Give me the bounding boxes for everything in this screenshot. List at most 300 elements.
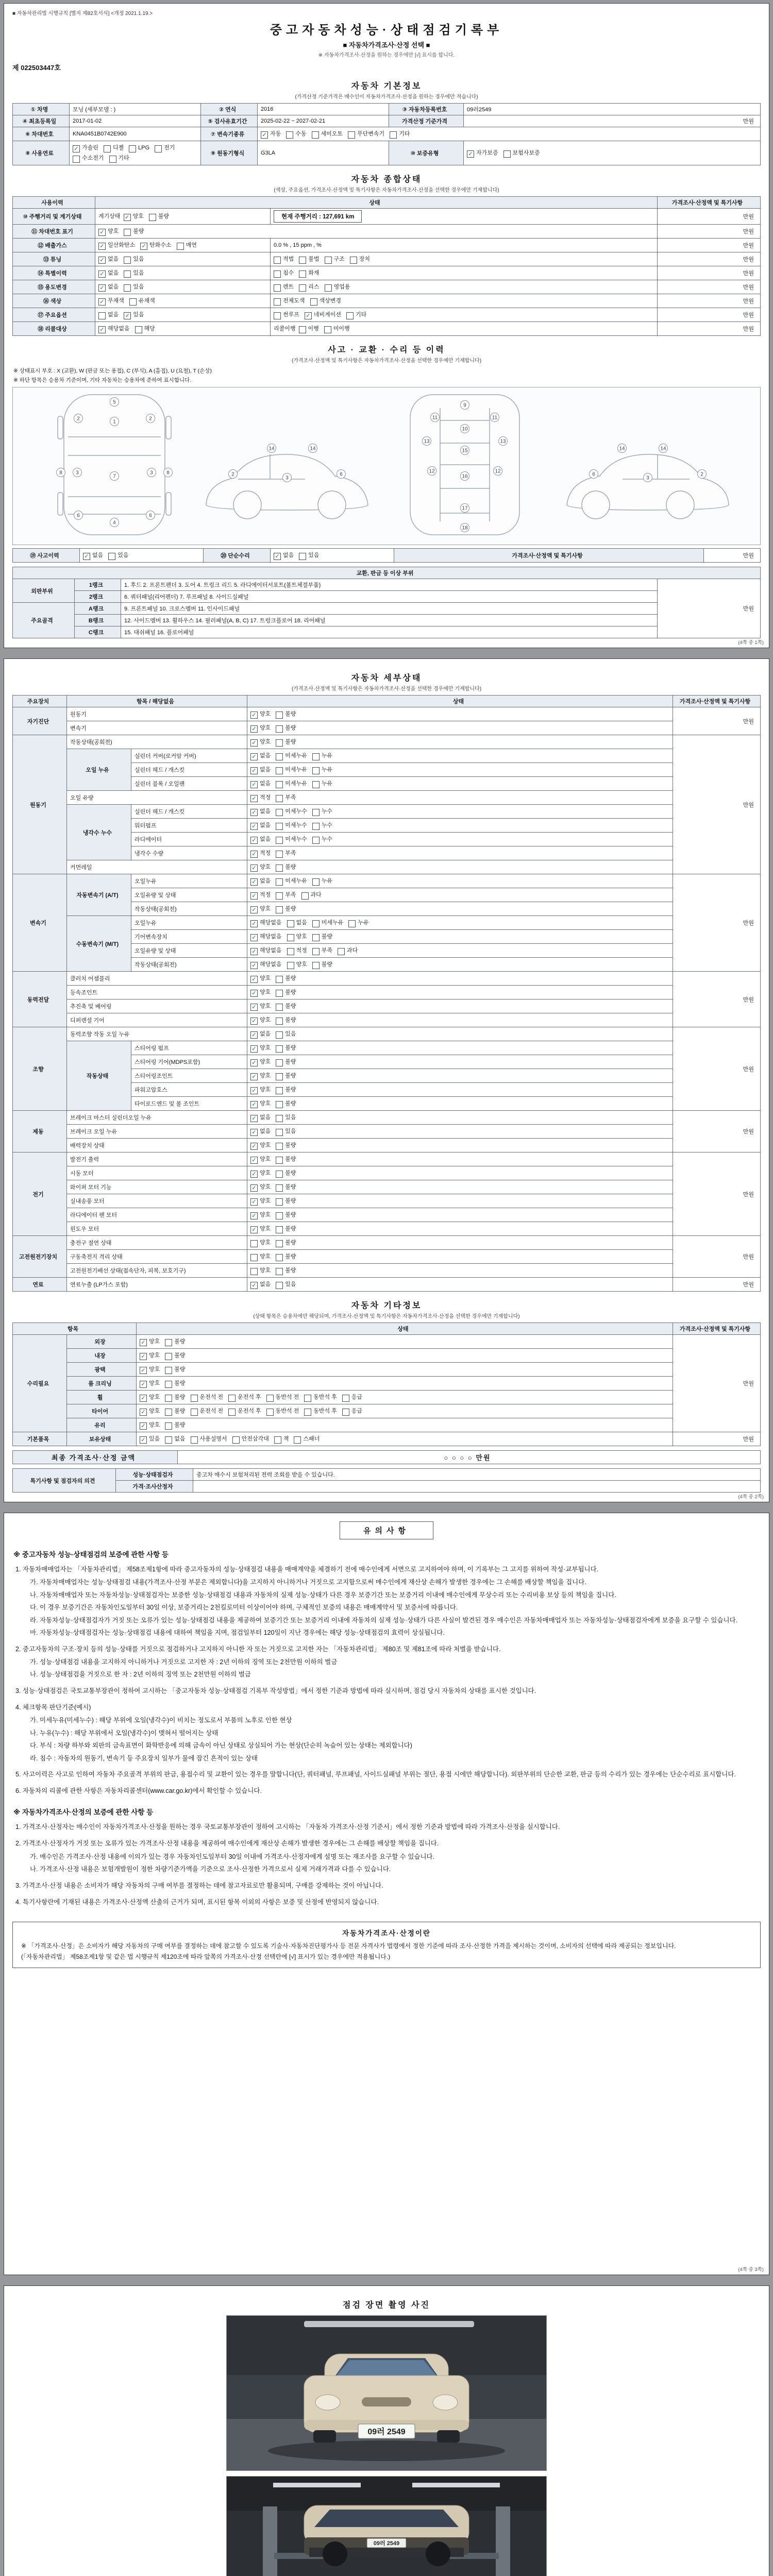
- damage-code-note: ※ 하단 항목은 승용차 기준이며, 기타 자동차는 승용차에 준하여 표시합니다.: [13, 377, 192, 383]
- checkbox-unchecked: 있음: [108, 551, 128, 560]
- svg-text:3: 3: [646, 475, 649, 481]
- value-cell: 워터펌프: [131, 819, 247, 833]
- value-cell: [247, 1069, 673, 1083]
- checkbox-unchecked: 기타: [346, 310, 366, 319]
- ceiling-light: [412, 2483, 500, 2487]
- label-cell: 외장: [67, 1335, 137, 1349]
- checkbox-unchecked: LPG: [129, 145, 149, 152]
- checkbox-checked: ✓ 해당없음: [250, 960, 282, 969]
- checkbox-unchecked: 양호: [250, 1238, 271, 1247]
- checkbox-checked: ✓ 양호: [98, 227, 119, 236]
- value-cell: [247, 1125, 673, 1139]
- checkbox-checked: ✓ 양호: [250, 1168, 271, 1178]
- notice-heading: ※ 중고자동차 성능·상태점검의 보증에 관한 사항 등: [13, 1551, 169, 1558]
- inspection-photo-front: [226, 2315, 547, 2471]
- checkbox-checked: ✓ 없음: [250, 1127, 271, 1136]
- checkbox-checked: ✓ 없음: [250, 779, 271, 788]
- checkbox-unchecked: 장치: [350, 255, 370, 264]
- checkbox-unchecked: 색상변경: [310, 296, 342, 306]
- checkbox-checked: ✓ 양호: [250, 1210, 271, 1219]
- value-cell: [247, 1083, 673, 1097]
- checkbox-unchecked: 미세누유: [312, 918, 344, 927]
- etc-info-title: 자동차 기타정보: [351, 1301, 422, 1310]
- checkbox-unchecked: 화재: [299, 268, 319, 278]
- svg-text:2: 2: [700, 471, 703, 478]
- value-cell: [137, 1418, 673, 1432]
- checkbox-checked: ✓ 없음: [250, 751, 271, 760]
- value-cell: 만원: [704, 549, 761, 563]
- value-cell: 만원: [673, 972, 761, 1027]
- checkbox-checked: ✓ 자동: [261, 129, 281, 139]
- checkbox-unchecked: 불량: [276, 1196, 296, 1206]
- first-registration-date: 2017-01-02: [70, 115, 201, 127]
- value-cell: 만원: [658, 308, 761, 322]
- checkbox-checked: ✓ 없음: [98, 268, 119, 278]
- value-cell: 6. 쿼터패널(리어펜더) 7. 루프패널 8. 사이드실패널: [121, 591, 658, 603]
- notice-paragraph: 4. 특기사항란에 기재된 내용은 가격조사·산정액 산출의 근거가 되며, 표시된 항목 이외의 사항은 보증 및 산정에 반영되지 않습니다.: [15, 1898, 379, 1906]
- value-cell: [247, 1208, 673, 1222]
- checkbox-unchecked: 불량: [276, 988, 296, 997]
- notice-paragraph: 마. 자동차성능·상태점검자는 성능·상태점검 내용에 대하여 책임을 지며, 점검일부터 120일이 지난 경우에는 해당 성능·상태점검의 효력이 상실됩니다.: [30, 1629, 445, 1637]
- checkbox-unchecked: 적정: [287, 946, 307, 955]
- label-cell: 성능·상태점검자: [116, 1469, 193, 1481]
- checkbox-unchecked: 불법: [299, 255, 319, 264]
- label-cell: 수동변속기 (M/T): [67, 916, 131, 972]
- svg-text:5: 5: [113, 399, 116, 405]
- value-cell: [247, 888, 673, 902]
- checkbox-checked: ✓ 양호: [140, 1406, 160, 1416]
- value-cell: [271, 252, 658, 266]
- value-cell: 15. 대쉬패널 16. 플로어패널: [121, 626, 658, 638]
- value-cell: 만원: [658, 266, 761, 280]
- notice-paragraph: 2. 가격조사·산정자가 거짓 또는 오류가 있는 가격조사·산정 내용을 제공하여 매수인에게 재산상 손해가 발생한 경우에는 그 손해를 배상할 책임을 집니다.: [15, 1840, 439, 1848]
- final-price-label: 최종 가격조사·산정 금액: [13, 1451, 178, 1464]
- checkbox-unchecked: 불량: [124, 227, 144, 236]
- value-cell: [271, 308, 658, 322]
- checkbox-checked: ✓ 없음: [250, 1280, 271, 1289]
- checkbox-unchecked: 불량: [312, 932, 332, 941]
- value-cell: [247, 972, 673, 986]
- detail-state-note: (가격조사·산정액 및 특기사항은 자동차가격조사·산정을 선택한 경우에만 기재합니다): [291, 686, 482, 692]
- value-cell: [247, 707, 673, 721]
- svg-text:2: 2: [77, 416, 80, 422]
- label-cell: 2랭크: [75, 591, 121, 603]
- checkbox-checked: ✓ 양호: [250, 1155, 271, 1164]
- label-cell: 상태: [95, 197, 658, 209]
- value-cell: 클러치 어셈블리: [67, 972, 247, 986]
- checkbox-checked: ✓ 양호: [250, 1085, 271, 1094]
- label-cell: 수리필요: [13, 1335, 67, 1432]
- checkbox-unchecked: 불량: [276, 1057, 296, 1066]
- label-cell: 원동기: [13, 735, 67, 874]
- value-cell: [137, 1377, 673, 1391]
- checkbox-checked: ✓ 양호: [250, 988, 271, 997]
- notice-paragraph: 5. 사고이력은 사고로 인하여 자동차 주요골격 부위의 판금, 용접수리 및 교환이 있는 경우를 말합니다(단, 쿼터패널, 루프패널, 사이드실패널 부위는 절단, 용접 시에만 해당합니다). 외판부위의 단순한 교환, 판금 등의 수리가 있는 경우에는 단순수리로 표시합니다.: [15, 1771, 736, 1778]
- checkbox-unchecked: 썬루프: [274, 310, 299, 319]
- value-cell: 브레이크 오일 누유: [67, 1125, 247, 1139]
- notice-paragraph: 나. 성능·상태점검을 거짓으로 한 자 : 2년 이하의 징역 또는 2천만원 이하의 벌금: [30, 1671, 251, 1679]
- headlight-left: [315, 2395, 340, 2410]
- label-cell: ⑭ 특별이력: [13, 266, 95, 280]
- label-cell: 상태: [247, 696, 673, 707]
- document-page: [0, 3, 773, 2576]
- notice-paragraph: 다. 이 경우 보증기간은 자동차인도일부터 30일 이상, 보증거리는 2천킬로미터 이상이어야 하며, 구체적인 보증의 내용은 매매계약서 및 보증서에 따릅니다.: [30, 1604, 458, 1612]
- checkbox-unchecked: 불량: [276, 862, 296, 872]
- checkbox-checked: ✓ 없음: [250, 1113, 271, 1122]
- windshield-glare: [335, 2360, 438, 2378]
- label-cell: ⑳ 단순수리: [204, 549, 271, 563]
- checkbox-unchecked: 불량: [276, 904, 296, 913]
- overall-state-title: 자동차 종합상태: [351, 175, 422, 184]
- basic-info-title: 자동차 기본정보: [351, 82, 422, 91]
- checkbox-checked: ✓ 무채색: [98, 296, 124, 306]
- label-cell: 조향: [13, 1027, 67, 1111]
- label-cell: ⑥ 차대번호: [13, 127, 70, 141]
- field-label-car-name: ① 차명: [13, 104, 70, 115]
- basic-info-note: (가격산정 기준가격은 매수인이 자동차가격조사·산정을 원하는 경우에만 적습니다): [295, 94, 478, 100]
- checkbox-checked: ✓ 양호: [250, 1071, 271, 1080]
- value-cell: [95, 266, 271, 280]
- label-cell: 연료: [13, 1278, 67, 1292]
- checkbox-checked: ✓ 양호: [140, 1365, 160, 1374]
- checkbox-unchecked: 기타: [109, 154, 129, 163]
- checkbox-checked: ✓ 양호: [140, 1351, 160, 1360]
- label-cell: 항목: [13, 1323, 137, 1335]
- checkbox-unchecked: 디젤: [104, 143, 124, 152]
- checkbox-unchecked: 있음: [124, 255, 144, 264]
- label-cell: 휠: [67, 1391, 137, 1404]
- checkbox-unchecked: 매연: [177, 241, 197, 250]
- value-cell: [247, 930, 673, 944]
- checkbox-checked: ✓ 양호: [250, 904, 271, 913]
- checkbox-checked: ✓ 양호: [250, 1002, 271, 1011]
- wheel: [323, 2541, 347, 2566]
- value-cell: [247, 749, 673, 763]
- checkbox-unchecked: 구조: [325, 255, 345, 264]
- checkbox-unchecked: 양호: [287, 960, 307, 969]
- checkbox-unchecked: 불량: [276, 1224, 296, 1233]
- value-cell: [95, 280, 271, 294]
- label-cell: 상태: [137, 1323, 673, 1335]
- svg-text:14: 14: [660, 446, 666, 452]
- checkbox-checked: ✓ 해당없음: [250, 918, 282, 927]
- value-cell: 9. 프론트패널 10. 크로스멤버 11. 인사이드패널: [121, 603, 658, 615]
- value-cell: [247, 1097, 673, 1111]
- label-cell: ⑱ 리콜대상: [13, 322, 95, 336]
- svg-text:13: 13: [500, 438, 506, 445]
- checkbox-unchecked: 양호: [250, 1252, 271, 1261]
- value-cell: 만원: [673, 1111, 761, 1153]
- checkbox-unchecked: 불량: [276, 1238, 296, 1247]
- value-cell: 만원: [658, 294, 761, 308]
- value-cell: 만원: [658, 239, 761, 252]
- value-cell: [247, 1236, 673, 1250]
- value-cell: 오일누유: [131, 874, 247, 888]
- label-cell: ③ 자동차등록번호: [389, 104, 464, 115]
- svg-text:4: 4: [113, 520, 116, 526]
- checkbox-checked: ✓ 없음: [250, 876, 271, 886]
- svg-text:11: 11: [492, 415, 498, 421]
- license-plate-text: 09러 2549: [373, 2540, 400, 2547]
- checkbox-checked: ✓ 탄화수소: [140, 241, 172, 250]
- svg-text:12: 12: [429, 468, 435, 474]
- checkbox-checked: ✓ 있음: [140, 1434, 160, 1444]
- label-cell: 자동변속기 (A/T): [67, 874, 131, 916]
- value-cell: [247, 721, 673, 735]
- checkbox-unchecked: 누유: [312, 751, 332, 760]
- value-cell: [247, 874, 673, 888]
- checkbox-unchecked: 불량: [165, 1365, 185, 1374]
- label-cell: 주요장치: [13, 696, 67, 707]
- checkbox-checked: ✓ 해당없음: [250, 932, 282, 941]
- checkbox-unchecked: 침수: [274, 268, 294, 278]
- headlight-right: [433, 2395, 458, 2410]
- label-cell: 자기진단: [13, 707, 67, 735]
- checkbox-unchecked: 사용설명서: [191, 1434, 227, 1444]
- final-price-value: ○ ○ ○ ○ 만원: [178, 1451, 761, 1464]
- label-cell: 기본품목: [13, 1432, 67, 1446]
- checkbox-unchecked: 없음: [165, 1434, 185, 1444]
- checkbox-unchecked: 보험사보증: [503, 148, 540, 158]
- checkbox-unchecked: 있음: [299, 551, 319, 560]
- value-cell: [271, 294, 658, 308]
- label-cell: 가격조사·산정액 및 특기사항: [394, 549, 704, 563]
- value-cell: 실린더 헤드 / 개스킷: [131, 805, 247, 819]
- checkbox-unchecked: 잭: [274, 1434, 289, 1444]
- page-2: [4, 658, 769, 1502]
- checkbox-unchecked: 없음: [98, 310, 119, 319]
- label-cell: ⑤ 검사유효기간: [201, 115, 258, 127]
- checkbox-checked: ✓ 해당없음: [250, 946, 282, 955]
- value-cell: 만원: [673, 1335, 761, 1432]
- checkbox-unchecked: 불량: [165, 1406, 185, 1416]
- value-cell: 파워고압호스: [131, 1083, 247, 1097]
- value-cell: 리콜이행 이행 미이행: [271, 322, 658, 336]
- checkbox-checked: ✓ 양호: [250, 1196, 271, 1206]
- label-cell: 외판부위: [13, 579, 75, 603]
- checkbox-checked: ✓ 양호: [250, 1015, 271, 1025]
- notice-paragraph: 나. 누유(누수) : 해당 부위에서 오일(냉각수)이 맺혀서 떨어지는 상태: [30, 1729, 219, 1737]
- checkbox-unchecked: 미세누유: [276, 779, 307, 788]
- value-cell: [271, 266, 658, 280]
- label-cell: ⑦ 변속기종류: [201, 127, 258, 141]
- checkbox-unchecked: 불량: [276, 737, 296, 747]
- form-reference-note: ■ 자동차관리법 시행규칙 [별지 제82호서식] <개정 2021.1.19.>: [12, 11, 153, 16]
- value-cell: [80, 549, 204, 563]
- checkbox-checked: ✓ 일산화탄소: [98, 241, 135, 250]
- svg-text:11: 11: [432, 415, 438, 421]
- info-box-title: 자동차가격조사·산정이란: [342, 1929, 431, 1937]
- label-cell: 가격조사·산정액 및 특기사항: [658, 197, 761, 209]
- checkbox-unchecked: 미이행: [324, 324, 350, 333]
- notice-paragraph: 라. 침수 : 자동차의 원동기, 변속기 등 주요장치 일부가 물에 잠긴 흔적이 있는 상태: [30, 1754, 258, 1762]
- checkbox-checked: ✓ 적정: [250, 849, 271, 858]
- accident-history-title: 사고 · 교환 · 수리 등 이력: [328, 346, 445, 354]
- checkbox-unchecked: 스패너: [294, 1434, 320, 1444]
- checkbox-unchecked: 적법: [274, 255, 294, 264]
- value-cell: 작동상태(공회전): [131, 958, 247, 972]
- value-cell: [247, 833, 673, 846]
- label-cell: ④ 최초등록일: [13, 115, 70, 127]
- notice-paragraph: 4. 체크항목 판단기준(예시): [15, 1703, 91, 1711]
- checkbox-unchecked: 불량: [276, 974, 296, 983]
- notice-paragraph: 가. 자동차매매업자는 성능·상태점검 내용(가격조사·산정 부분은 제외합니다)을 고지하지 아니하거나 거짓으로 고지함으로써 매수인에게 재산상 손해가 발생한 경우에는 그 손해를 배상할 책임을 집니다.: [30, 1579, 586, 1586]
- registration-number-value: 09러2549: [464, 104, 761, 115]
- checkbox-unchecked: 미세누유: [276, 751, 307, 760]
- label-cell: ⑩ 보증유형: [389, 141, 464, 165]
- checkbox-unchecked: 불량: [276, 1071, 296, 1080]
- checkbox-unchecked: 있음: [276, 1113, 296, 1122]
- value-cell: [247, 1166, 673, 1180]
- page-1: [4, 3, 769, 648]
- label-cell: 가격조사·산정액 및 특기사항: [673, 1323, 761, 1335]
- ceiling-light: [304, 2321, 474, 2327]
- value-cell: 만원: [673, 1236, 761, 1278]
- checkbox-unchecked: 불량: [276, 1266, 296, 1275]
- label-cell: 전기: [13, 1153, 67, 1236]
- checkbox-unchecked: 불량: [276, 1252, 296, 1261]
- checkbox-unchecked: 기타: [390, 129, 410, 139]
- svg-text:18: 18: [462, 525, 468, 531]
- label-cell: ⑨ 원동기형식: [201, 141, 258, 165]
- value-cell: [247, 1027, 673, 1041]
- info-box-line: (「자동차관리법」 제58조제1항 및 같은 법 시행규칙 제120조에 따라 앞쪽의 가격조사·산정 선택란에 [√] 표시가 있는 경우에만 적용됩니다.): [21, 1953, 391, 1960]
- exchange-repair-parts-table: [12, 567, 761, 638]
- label-cell: 고전원전기장치: [13, 1236, 67, 1278]
- svg-text:16: 16: [462, 473, 468, 480]
- value-cell: [95, 308, 271, 322]
- etc-info-table: [12, 1323, 761, 1446]
- notice-title: 유의사항: [340, 1521, 433, 1539]
- basic-info-table: [12, 103, 761, 165]
- value-cell: 동력조향 작동 오일 누유: [67, 1027, 247, 1041]
- checkbox-unchecked: 응급: [342, 1393, 362, 1402]
- value-cell: 교환, 판금 등 이상 부위: [13, 567, 761, 579]
- checkbox-unchecked: 있음: [276, 1127, 296, 1136]
- value-cell: 만원: [658, 322, 761, 336]
- checkbox-checked: ✓ 적정: [250, 890, 271, 900]
- checkbox-unchecked: 운전석 전: [191, 1406, 224, 1416]
- notice-paragraph: 3. 성능·상태점검은 국토교통부장관이 정하여 고시하는 「중고자동차 성능·상태점검 기록부 작성방법」에서 정한 기준과 방법에 따라 실시하며, 점검 당시 자동차의 상태를 표시한 것입니다.: [15, 1687, 536, 1694]
- checkbox-checked: ✓ 양호: [250, 1057, 271, 1066]
- value-cell: 구동축전지 격리 상태: [67, 1250, 247, 1264]
- checkbox-checked: ✓ 없음: [83, 551, 103, 560]
- inspection-photo-underbody: [226, 2476, 547, 2576]
- value-cell: [247, 1013, 673, 1027]
- svg-text:1: 1: [113, 419, 116, 425]
- overall-state-note: (색상, 주요옵션, 가격조사·산정액 및 특기사항은 자동차가격조사·산정을 선택한 경우에만 기재합니다): [274, 188, 499, 193]
- photos-title: 점검 장면 촬영 사진: [343, 2301, 430, 2310]
- page-3: [4, 1513, 769, 2275]
- checkbox-checked: ✓ 양호: [250, 723, 271, 733]
- value-cell: [95, 225, 658, 239]
- svg-text:3: 3: [285, 475, 289, 481]
- checkbox-unchecked: 전체도색: [274, 296, 305, 306]
- checkbox-checked: ✓ 없음: [250, 807, 271, 816]
- value-cell: [247, 1278, 673, 1292]
- value-cell: 12. 사이드멤버 13. 휠하우스 14. 필러패널(A, B, C) 17. 트렁크플로어 18. 리어패널: [121, 615, 658, 626]
- value-cell: 작동상태(공회전): [131, 902, 247, 916]
- value-cell: [247, 1041, 673, 1055]
- svg-text:2: 2: [149, 416, 152, 422]
- value-cell: [258, 127, 761, 141]
- label-cell: A랭크: [75, 603, 121, 615]
- value-cell: 등속조인트: [67, 986, 247, 999]
- checkbox-unchecked: 운전석 후: [228, 1406, 261, 1416]
- checkbox-unchecked: 운전석 전: [191, 1393, 224, 1402]
- value-cell: [247, 805, 673, 819]
- label-cell: 제동: [13, 1111, 67, 1153]
- checkbox-checked: ✓ 적정: [250, 793, 271, 802]
- checkbox-unchecked: 불량: [276, 1168, 296, 1178]
- label-cell: 항목 / 해당없음: [67, 696, 247, 707]
- value-cell: 원동기: [67, 707, 247, 721]
- value-cell: [247, 735, 673, 749]
- license-plate-text: 09러 2549: [367, 2428, 406, 2436]
- value-cell: [193, 1481, 761, 1493]
- checkbox-checked: ✓ 해당없음: [98, 324, 130, 333]
- checkbox-checked: ✓ 양호: [250, 1099, 271, 1108]
- checkbox-unchecked: 무단변속기: [348, 129, 384, 139]
- value-cell: [95, 294, 271, 308]
- checkbox-unchecked: 미세누유: [276, 765, 307, 774]
- value-cell: 라디에이터 팬 모터: [67, 1208, 247, 1222]
- checkbox-unchecked: 부족: [276, 793, 296, 802]
- notice-paragraph: 가. 미세누유(미세누수) : 해당 부위에 오일(냉각수)이 비치는 정도로서 부품의 노후로 인한 현상: [30, 1717, 292, 1724]
- checkbox-checked: ✓ 양호: [250, 1182, 271, 1192]
- engine-type-value: G3LA: [258, 141, 389, 165]
- accident-history-note: (가격조사·산정액 및 특기사항은 자동차가격조사·산정을 선택한 경우에만 기재합니다): [291, 358, 482, 364]
- value-cell: 브레이크 마스터 실린더오일 누유: [67, 1111, 247, 1125]
- checkbox-unchecked: 전기: [155, 143, 175, 152]
- notice-paragraph: 2. 중고자동차의 구조·장치 등의 성능·상태를 거짓으로 점검하거나 고지하지 아니한 자 또는 거짓으로 고지한 자는 「자동차관리법」 제80조 및 제81조에 따라 처벌을 받습니다.: [15, 1645, 501, 1653]
- checkbox-unchecked: 동반석 후: [304, 1393, 337, 1402]
- checkbox-unchecked: 미세누수: [276, 807, 307, 816]
- label-cell: 1랭크: [75, 579, 121, 591]
- label-cell: 타이어: [67, 1404, 137, 1418]
- value-cell: 만원: [673, 707, 761, 735]
- value-cell: 시동 모터: [67, 1166, 247, 1180]
- checkbox-checked: ✓ 양호: [250, 974, 271, 983]
- value-cell: [247, 846, 673, 860]
- label-cell: 작동상태: [67, 1041, 131, 1111]
- value-cell: [247, 1194, 673, 1208]
- label-cell: ⑫ 배출가스: [13, 239, 95, 252]
- label-cell: 가격·조사산정자: [116, 1481, 193, 1493]
- notice-paragraph: 1. 자동차매매업자는 「자동차관리법」 제58조제1항에 따라 중고자동차의 성능·상태점검 내용을 매매계약을 체결하기 전에 매수인에게 서면으로 고지하여야 하며, 이 기록부는 그 고지를 위하여 작성·교부됩니다.: [15, 1566, 599, 1573]
- label-cell: ⑰ 주요옵션: [13, 308, 95, 322]
- detail-state-table: [12, 695, 761, 1292]
- checkbox-unchecked: 미세누유: [276, 876, 307, 886]
- notice-paragraph: 6. 자동차의 리콜에 관한 사항은 자동차리콜센터(www.car.go.kr)에서 확인할 수 있습니다.: [15, 1787, 262, 1795]
- value-cell: 작동상태(공회전): [67, 735, 247, 749]
- value-cell: 만원: [673, 1153, 761, 1236]
- value-cell: 오일유량 및 상태: [131, 944, 247, 958]
- label-cell: ⑮ 용도변경: [13, 280, 95, 294]
- notice-body: [12, 1549, 761, 1908]
- final-price-table: [12, 1450, 761, 1464]
- checkbox-unchecked: 부족: [312, 946, 332, 955]
- checkbox-unchecked: 부족: [276, 849, 296, 858]
- value-cell: [137, 1349, 673, 1363]
- checkbox-unchecked: 리스: [299, 282, 319, 292]
- label-cell: 보유상태: [67, 1432, 137, 1446]
- checkbox-unchecked: 과다: [301, 890, 322, 900]
- checkbox-checked: ✓ 자가보증: [467, 148, 498, 158]
- checkbox-unchecked: 동반석 후: [304, 1406, 337, 1416]
- value-cell: [271, 549, 394, 563]
- value-cell: [247, 958, 673, 972]
